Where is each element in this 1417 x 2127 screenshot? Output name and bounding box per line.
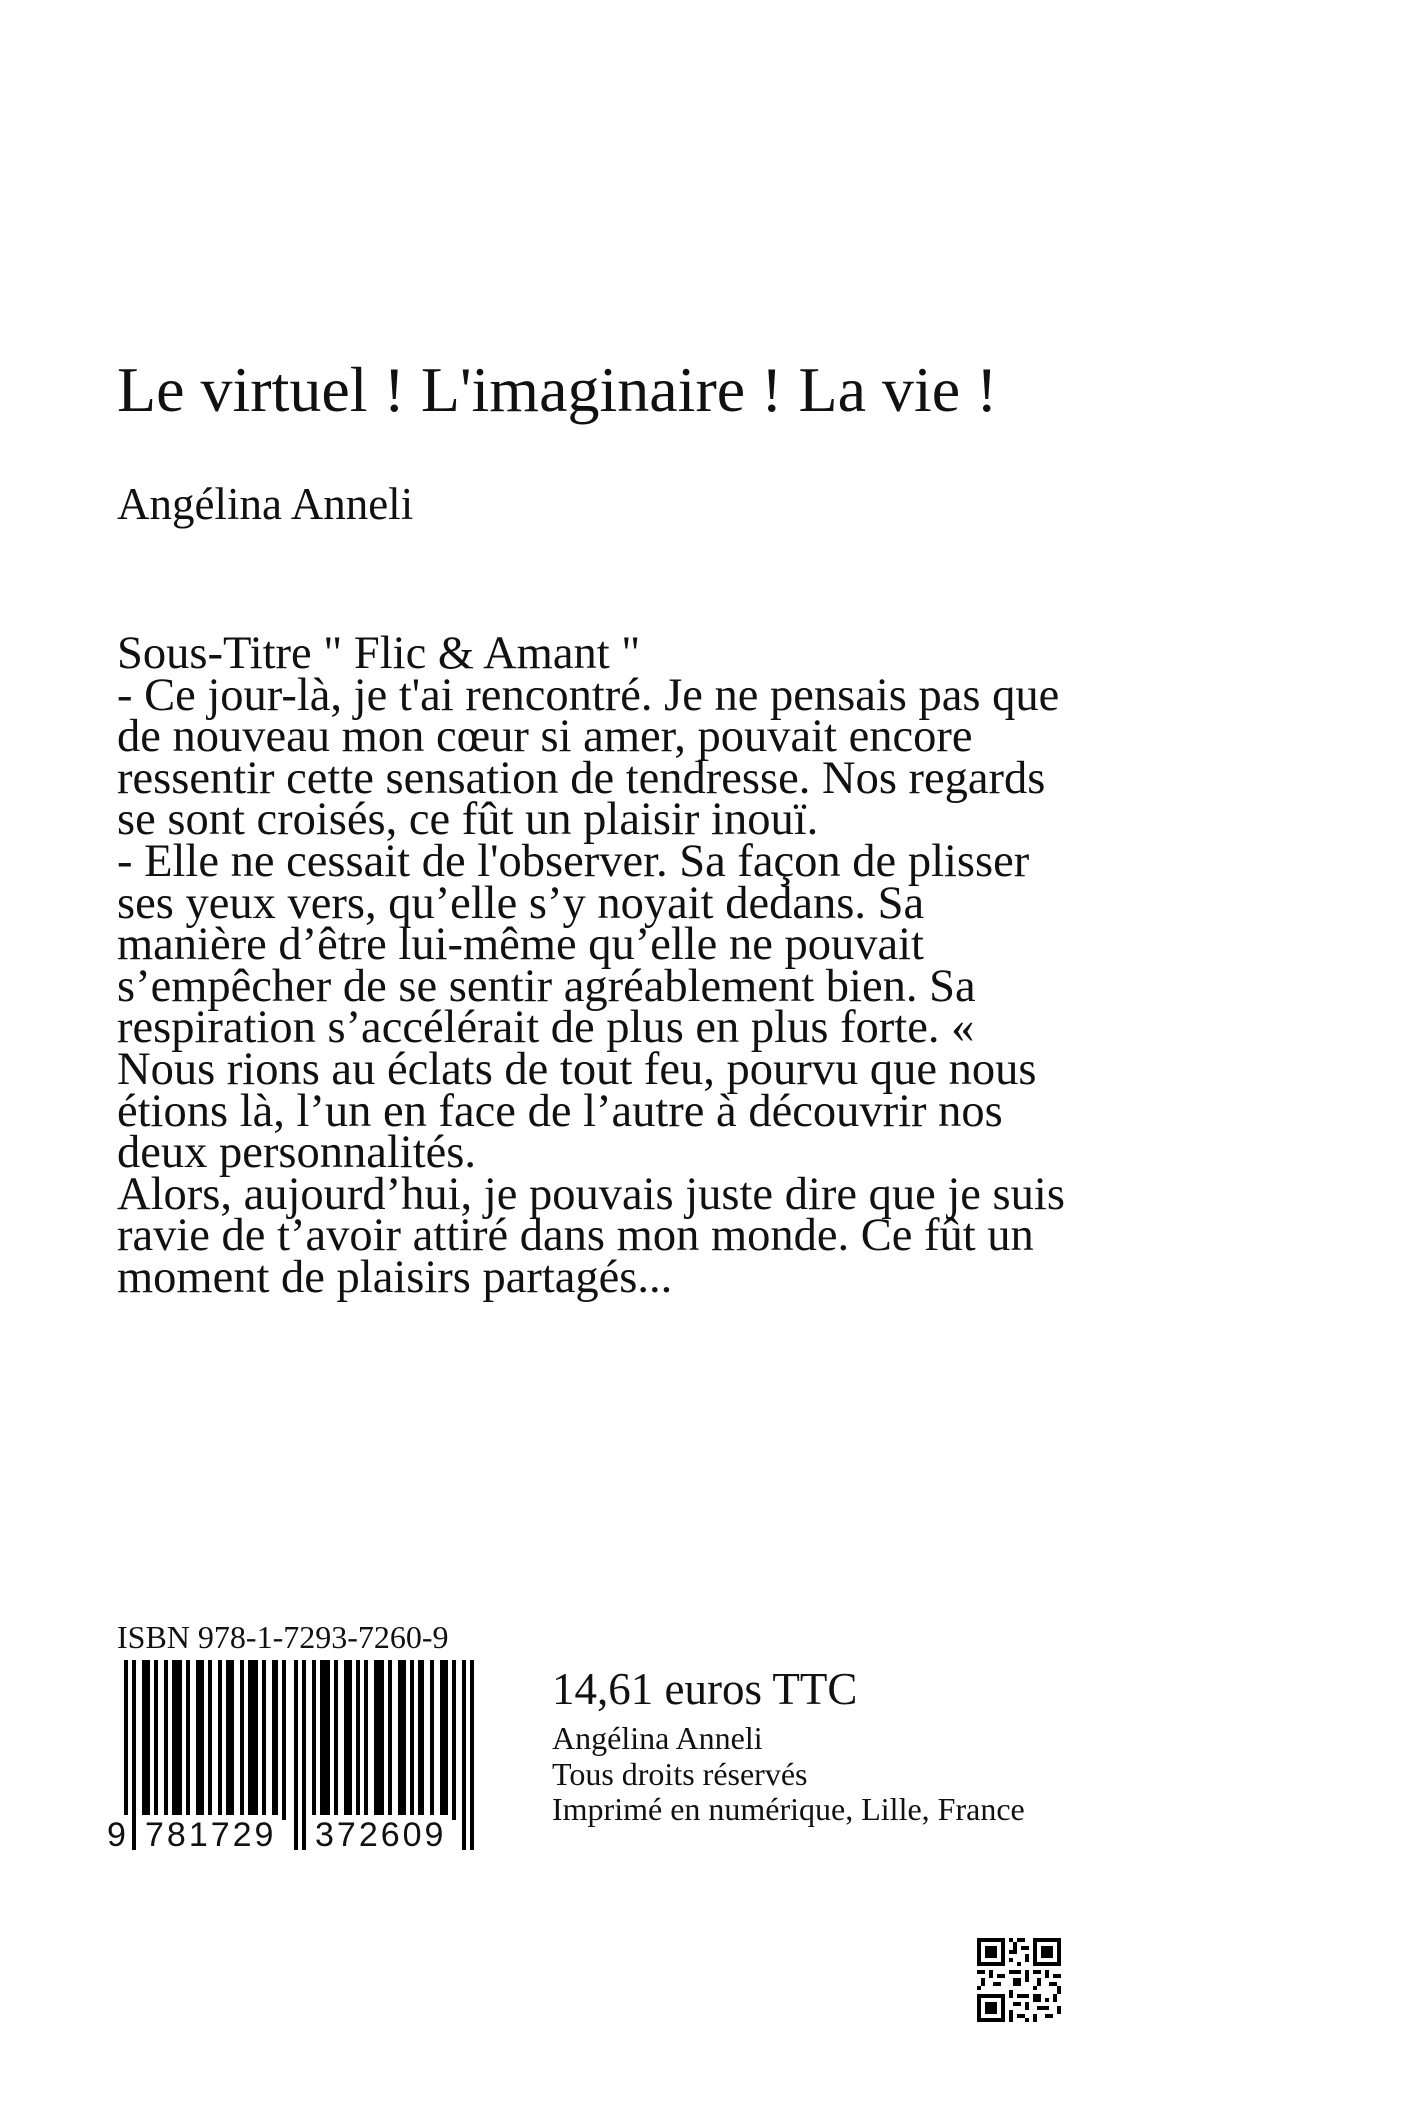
blurb-paragraph: Alors, aujourd’hui, je pouvais juste dire que je suis ravie de t’avoir attiré dans mon monde. Ce fût un moment de plaisirs partagés... (117, 1168, 1065, 1303)
barcode-digit-group: 372609 (312, 1815, 449, 1855)
blurb-subtitle: Sous-Titre " Flic & Amant " (117, 628, 641, 679)
back-cover-blurb (117, 628, 1077, 1303)
blurb-paragraph: - Elle ne cessait de l'observer. Sa façon de plisser ses yeux vers, qu’elle s’y noyait dedans. Sa manière d’être lui-même qu’elle ne pouvait s’empêcher de se sentir agréablement bien. Sa respiration s’accélérait de plus en plus forte. « Nous rions au éclats de tout feu, pourvu que nous étions là, l’un en face de l’autre à découvrir nos deux personnalités. (117, 835, 1037, 1179)
barcode-digit-group: 781729 (142, 1815, 279, 1855)
rights-notice: Tous droits réservés (552, 1755, 808, 1792)
book-author: Angélina Anneli (117, 479, 414, 529)
isbn-label: ISBN 978-1-7293-7260-9 (117, 1619, 449, 1655)
qr-code-icon (977, 1938, 1061, 2022)
barcode-digits (107, 1815, 487, 1855)
printing-info: Imprimé en numérique, Lille, France (552, 1791, 1025, 1827)
imprint-info (552, 1721, 1025, 1828)
book-title: Le virtuel ! L'imaginaire ! La vie ! (117, 354, 998, 425)
blurb-paragraph: - Ce jour-là, je t'ai rencontré. Je ne pensais pas que de nouveau mon cœur si amer, pouvait encore ressentir cette sensation de tendresse. Nos regards se sont croisés, ce fût un plaisir inouï. (117, 669, 1060, 846)
price: 14,61 euros TTC (552, 1664, 858, 1714)
publisher-name: Angélina Anneli (552, 1720, 763, 1756)
barcode-digit-first: 9 (104, 1815, 129, 1855)
